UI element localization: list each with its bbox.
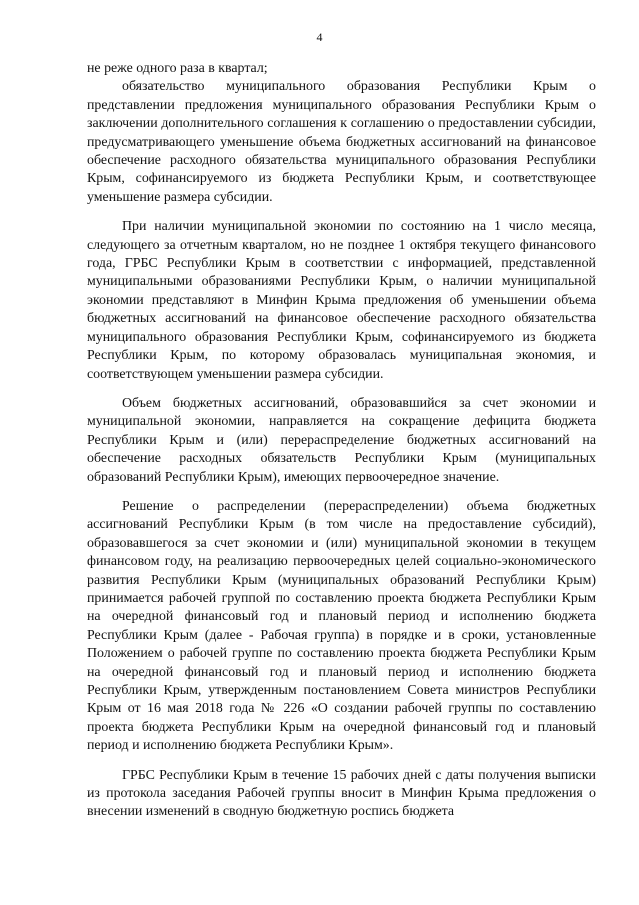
- paragraph-quarterly-frequency: не реже одного раза в квартал;: [87, 61, 268, 76]
- paragraph-municipal-obligation: обязательство муниципального образования Республики Крым о представлении предложения муниципального образования Республики Крым о заключении дополнительного соглашения к соглашению о предоставлении субсидии, предусматривающего уменьшение объема бюджетных ассигнований на финансовое обеспечение расходного обязательства муниципального образования Республики Крым, софинансируемого из бюджета Республики Крым, и соответствующее уменьшение размера субсидии.: [87, 79, 596, 205]
- paragraph-municipal-savings: При наличии муниципальной экономии по состоянию на 1 число месяца, следующего за отчетным кварталом, но не позднее 1 октября текущего финансового года, ГРБС Республики Крым в соответствии с информацией, представленной муниципальными образованиями Республики Крым, о наличии муниципальной экономии представляют в Минфин Крыма предложения об уменьшении объема бюджетных ассигнований на финансовое обеспечение расходного обязательства муниципального образования Республики Крым, софинансируемого из бюджета Республики Крым, по которому образовалась муниципальная экономия, и соответствующем уменьшении размера субсидии.: [87, 219, 596, 382]
- paragraph-working-group-decision: Решение о распределении (перераспределении) объема бюджетных ассигнований Республики Крым (в том числе на предоставление субсидий), образовавшегося за счет экономии и (или) муниципальной экономии в текущем финансовом году, на реализацию первоочередных целей социально-экономического развития Республики Крым (муниципальных образований Республики Крым) принимается рабочей группой по составлению проекта бюджета Республики Крым на очередной финансовый год и плановый период и исполнению бюджета Республики Крым (далее - Рабочая группа) в порядке и в сроки, установленные Положением о рабочей группе по составлению проекта бюджета Республики Крым на очередной финансовый год и плановый период и исполнению бюджета Республики Крым, утвержденным постановлением Совета министров Республики Крым от 16 мая 2018 года № 226 «О создании рабочей группы по составлению проекта бюджета Республики Крым на очередной финансовый год и плановый период и исполнению бюджета Республики Крым».: [87, 498, 596, 754]
- page-number: 4: [316, 30, 323, 44]
- document-body: [87, 60, 596, 822]
- paragraph-grbs-proposals: ГРБС Республики Крым в течение 15 рабочих дней с даты получения выписки из протокола заседания Рабочей группы вносит в Минфин Крыма предложения о внесении изменений в сводную бюджетную роспись бюджета: [87, 767, 596, 820]
- paragraph-allocation-volume: Объем бюджетных ассигнований, образовавшийся за счет экономии и муниципальной экономии, направляется на сокращение дефицита бюджета Республики Крым и (или) перераспределение бюджетных ассигнований на обеспечение расходных обязательств Республики Крым (муниципальных образований Республики Крым), имеющих первоочередное значение.: [87, 395, 596, 485]
